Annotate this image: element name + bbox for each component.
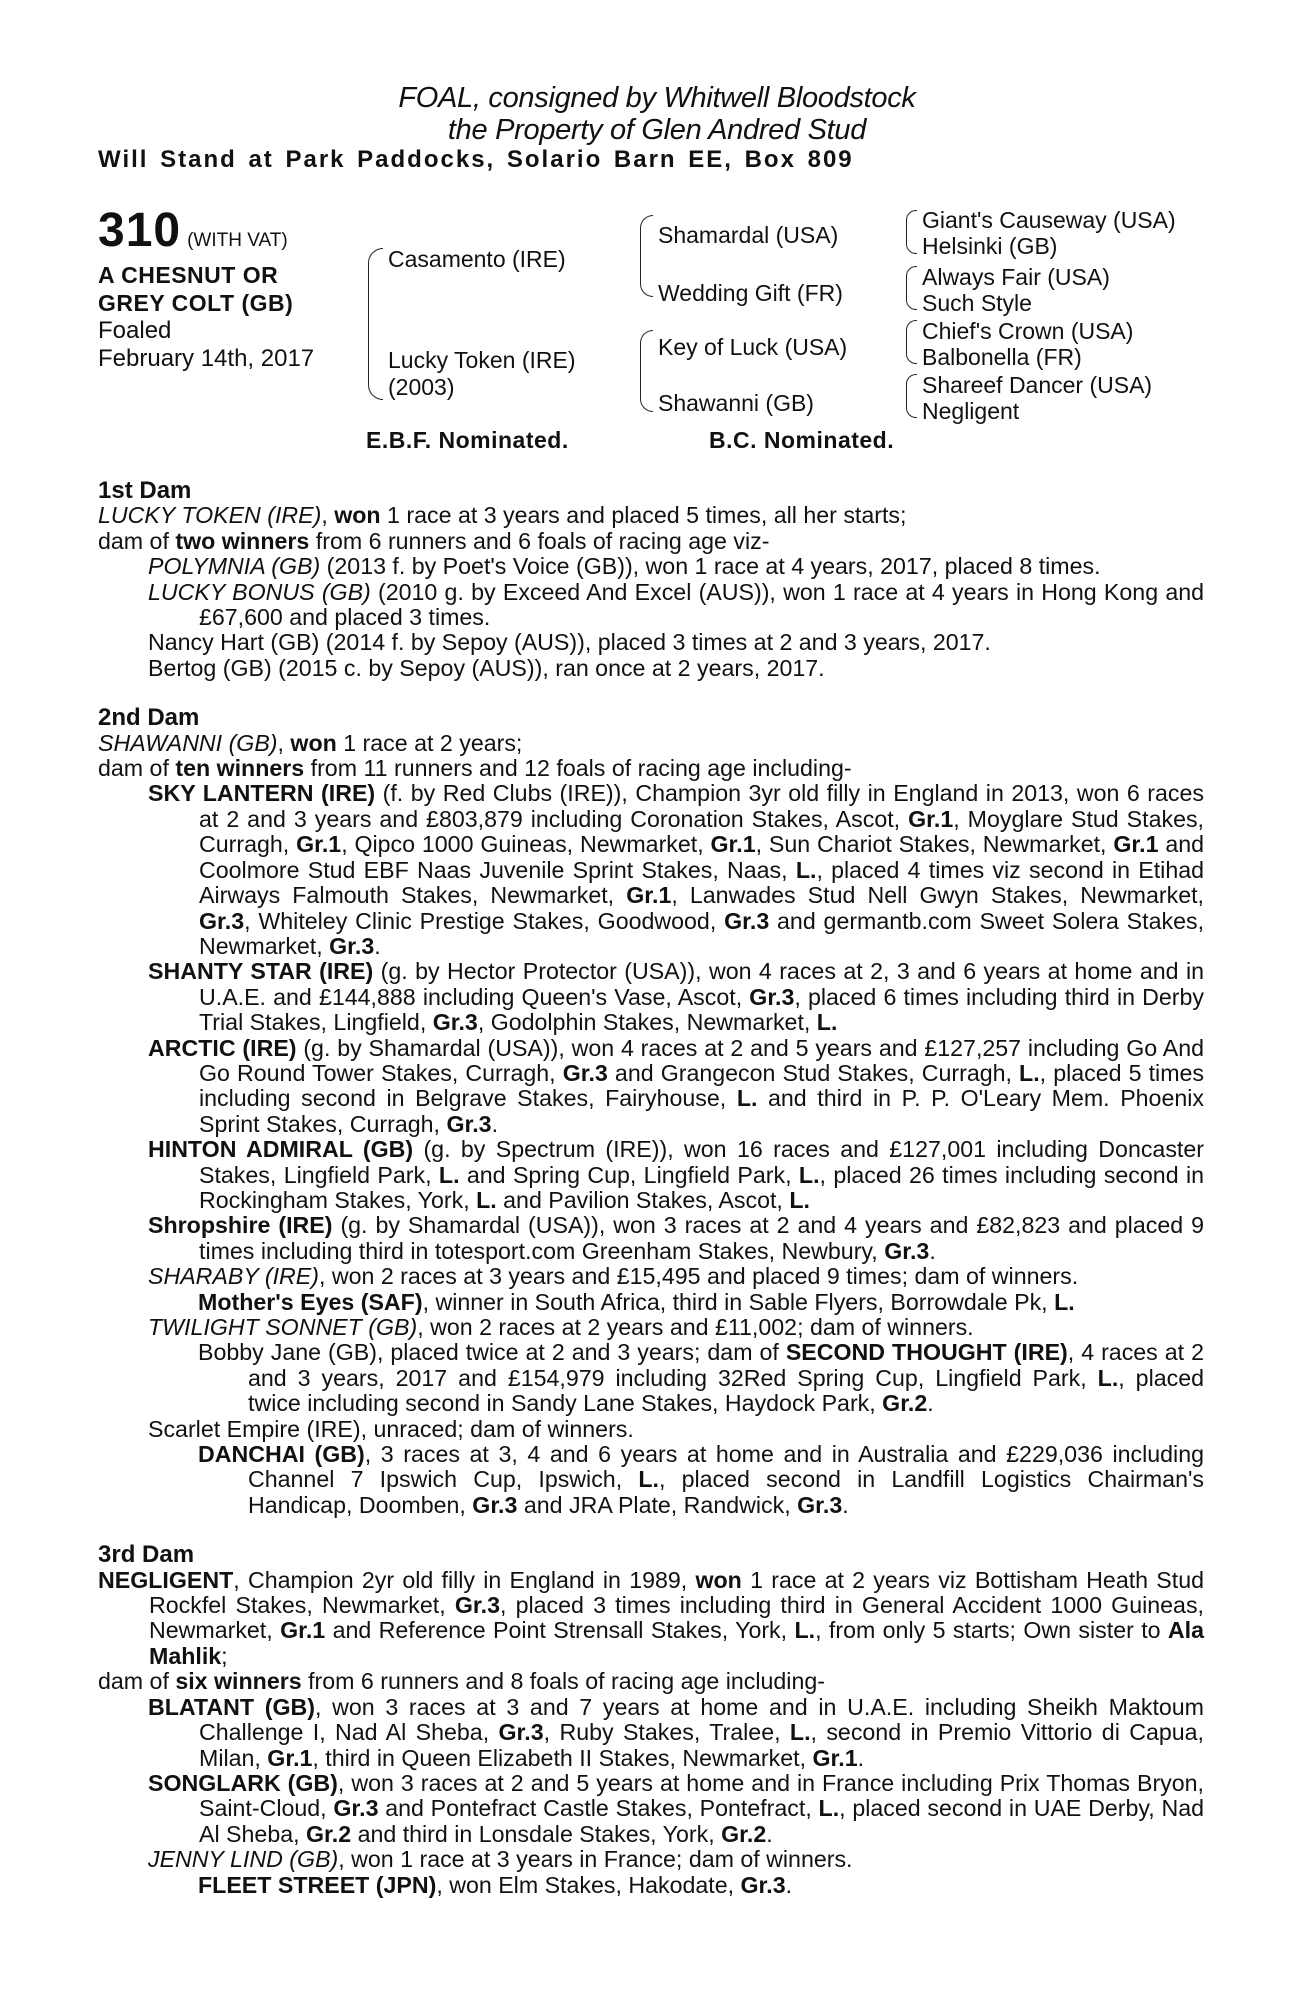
- produce-entry: SHANTY STAR (IRE) (g. by Hector Protector (USA)), won 4 races at 2, 3 and 6 years at home and in U.A.E. and £144,888 including Queen's Vase, Ascot, Gr.3, placed 6 times including third in Derby Trial Stakes, Lingfield, Gr.3, Godolphin Stakes, Newmarket, L.: [148, 958, 1204, 1036]
- sire-dam-name: Wedding Gift (FR): [658, 280, 843, 306]
- produce-entry: BLATANT (GB), won 3 races at 3 and 7 years at home and in U.A.E. including Sheikh Maktoum Challenge I, Nad Al Sheba, Gr.3, Ruby Stakes, Tralee, L., second in Premio Vittorio di Capua, Milan, Gr.1, third in Queen Elizabeth II Stakes, Newmarket, Gr.1.: [148, 1693, 1204, 1771]
- foaled-label: Foaled: [98, 317, 172, 344]
- ebf-nominated: E.B.F. Nominated.: [366, 427, 569, 453]
- ped-dss: Chief's Crown (USA): [922, 318, 1134, 344]
- produce-entry: POLYMNIA (GB) (2013 f. by Poet's Voice (GB)), won 1 race at 4 years, 2017, placed 8 times.: [148, 553, 1101, 580]
- pedigree-brace-dd: [906, 374, 917, 418]
- second-dam-entry: SHAWANNI (GB), won 1 race at 2 years;: [98, 729, 523, 756]
- produce-entry: TWILIGHT SONNET (GB), won 2 races at 2 years and £11,002; dam of winners.: [148, 1314, 974, 1340]
- lot-description-2: GREY COLT (GB): [98, 290, 294, 316]
- sire-name: Casamento (IRE): [388, 246, 566, 272]
- produce-entry: ARCTIC (IRE) (g. by Shamardal (USA)), won 4 races at 2 and 5 years and £127,257 including Go And Go Round Tower Stakes, Curragh, Gr.3 and Grangecon Stud Stakes, Curragh, L., placed 5 times including second in Belgrave Stakes, Fairyhouse, L. and third in P. P. O'Leary Mem. Phoenix Sprint Stakes, Curragh, Gr.3.: [148, 1034, 1204, 1137]
- produce-entry: SHARABY (IRE), won 2 races at 3 years and £15,495 and placed 9 times; dam of winners.: [148, 1263, 1079, 1290]
- produce-entry: DANCHAI (GB), 3 races at 3, 4 and 6 years at home and in Australia and £229,036 including Channel 7 Ipswich Cup, Ipswich, L., placed second in Landfill Logistics Chairman's Handicap, Doomben, Gr.3 and JRA Plate, Randwick, Gr.3.: [198, 1441, 1204, 1518]
- pedigree-brace-ss: [906, 210, 917, 254]
- second-dam-produce-summary: dam of ten winners from 11 runners and 12 foals of racing age including-: [98, 755, 852, 782]
- ped-ssd: Helsinki (GB): [922, 233, 1058, 259]
- produce-entry: JENNY LIND (GB), won 1 race at 3 years in France; dam of winners.: [148, 1846, 853, 1873]
- pedigree-brace-sire: [640, 215, 653, 297]
- third-dam-entry: NEGLIGENT, Champion 2yr old filly in England in 1989, won 1 race at 2 years viz Bottisham Heath Stud Rockfel Stakes, Newmarket, Gr.3, placed 3 times including third in General Accident 1000 Guineas, Newmarket, Gr.1 and Reference Point Strensall Stakes, York, L., from only 5 starts; Own sister to Ala Mahlik;: [98, 1566, 1204, 1669]
- pedigree-brace-gen1: [368, 248, 383, 400]
- pedigree-brace-sd: [906, 266, 917, 310]
- produce-entry: Bobby Jane (GB), placed twice at 2 and 3 years; dam of SECOND THOUGHT (IRE), 4 races at 2 and 3 years, 2017 and £154,979 including 32Red Spring Cup, Lingfield Park, L., placed twice including second in Sandy Lane Stakes, Haydock Park, Gr.2.: [198, 1339, 1205, 1417]
- dam-dam-name: Shawanni (GB): [658, 390, 814, 416]
- produce-entry: LUCKY BONUS (GB) (2010 g. by Exceed And Excel (AUS)), won 1 race at 4 years in Hong Kong and £67,600 and placed 3 times.: [148, 578, 1205, 631]
- pedigree-notes: [98, 478, 1204, 1898]
- ped-sds: Always Fair (USA): [922, 264, 1110, 290]
- lot-description-1: A CHESNUT OR: [98, 262, 279, 288]
- second-dam-heading: 2nd Dam: [98, 704, 200, 732]
- produce-entry: SKY LANTERN (IRE) (f. by Red Clubs (IRE)), Champion 3yr old filly in England in 2013, won 6 races at 2 and 3 years and £803,879 including Coronation Stakes, Ascot, Gr.1, Moyglare Stud Stakes, Curragh, Gr.1, Qipco 1000 Guineas, Newmarket, Gr.1, Sun Chariot Stakes, Newmarket, Gr.1 and Coolmore Stud EBF Naas Juvenile Sprint Stakes, Naas, L., placed 4 times viz second in Etihad Airways Falmouth Stakes, Newmarket, Gr.1, Lanwades Stud Nell Gwyn Stakes, Newmarket, Gr.3, Whiteley Clinic Prestige Stakes, Goodwood, Gr.3 and germantb.com Sweet Solera Stakes, Newmarket, Gr.3.: [148, 780, 1205, 959]
- first-dam-produce-summary: dam of two winners from 6 runners and 6 foals of racing age viz-: [98, 527, 770, 554]
- lot-number: 310: [98, 204, 182, 257]
- lot-block: [98, 205, 314, 373]
- pedigree-brace-ds: [906, 320, 917, 364]
- consignor-line: FOAL, consigned by Whitwell Bloodstock: [398, 82, 916, 114]
- third-dam-produce-summary: dam of six winners from 6 runners and 8 foals of racing age including-: [98, 1668, 825, 1695]
- first-dam-heading: 1st Dam: [98, 477, 192, 504]
- ped-ddd: Negligent: [922, 398, 1020, 424]
- produce-entry: Shropshire (IRE) (g. by Shamardal (USA)), won 3 races at 2 and 4 years and £82,823 and placed 9 times including third in totesport.com Greenham Stakes, Newbury, Gr.3.: [148, 1212, 1204, 1264]
- sire-sire-name: Shamardal (USA): [658, 222, 839, 248]
- produce-entry: Nancy Hart (GB) (2014 f. by Sepoy (AUS)), placed 3 times at 2 and 3 years, 2017.: [148, 629, 991, 656]
- foaled-date: February 14th, 2017: [98, 345, 315, 372]
- produce-entry: Mother's Eyes (SAF), winner in South Africa, third in Sable Flyers, Borrowdale Pk, L.: [198, 1288, 1075, 1315]
- dam-sire-name: Key of Luck (USA): [658, 334, 848, 360]
- ped-dds: Shareef Dancer (USA): [922, 372, 1153, 398]
- produce-entry: Scarlet Empire (IRE), unraced; dam of winners.: [148, 1415, 634, 1442]
- stand-line: Will Stand at Park Paddocks, Solario Barn EE, Box 809: [98, 146, 854, 173]
- produce-entry: FLEET STREET (JPN), won Elm Stakes, Hakodate, Gr.3.: [198, 1871, 793, 1898]
- dam-name: Lucky Token (IRE): [388, 347, 576, 373]
- ped-sdd: Such Style: [922, 290, 1032, 316]
- produce-entry: HINTON ADMIRAL (GB) (g. by Spectrum (IRE)), won 16 races and £127,001 including Doncaster Stakes, Lingfield Park, L. and Spring Cup, Lingfield Park, L., placed 26 times including second in Rockingham Stakes, York, L. and Pavilion Stakes, Ascot, L.: [148, 1136, 1205, 1213]
- property-line: the Property of Glen Andred Stud: [447, 114, 867, 146]
- ped-sss: Giant's Causeway (USA): [922, 207, 1176, 233]
- first-dam-entry: LUCKY TOKEN (IRE), won 1 race at 3 years and placed 5 times, all her starts;: [98, 502, 907, 529]
- produce-entry: SONGLARK (GB), won 3 races at 2 and 5 years at home and in France including Prix Thomas Bryon, Saint-Cloud, Gr.3 and Pontefract Castle Stakes, Pontefract, L., placed second in UAE Derby, Nad Al Sheba, Gr.2 and third in Lonsdale Stakes, York, Gr.2.: [148, 1769, 1204, 1847]
- third-dam-heading: 3rd Dam: [98, 1541, 195, 1569]
- dam-year: (2003): [388, 374, 455, 400]
- ped-dsd: Balbonella (FR): [922, 344, 1082, 370]
- produce-entry: Bertog (GB) (2015 c. by Sepoy (AUS)), ran once at 2 years, 2017.: [148, 654, 825, 681]
- vat-label: (WITH VAT): [187, 230, 288, 251]
- pedigree-brace-dam: [640, 330, 653, 412]
- bc-nominated: B.C. Nominated.: [709, 427, 895, 453]
